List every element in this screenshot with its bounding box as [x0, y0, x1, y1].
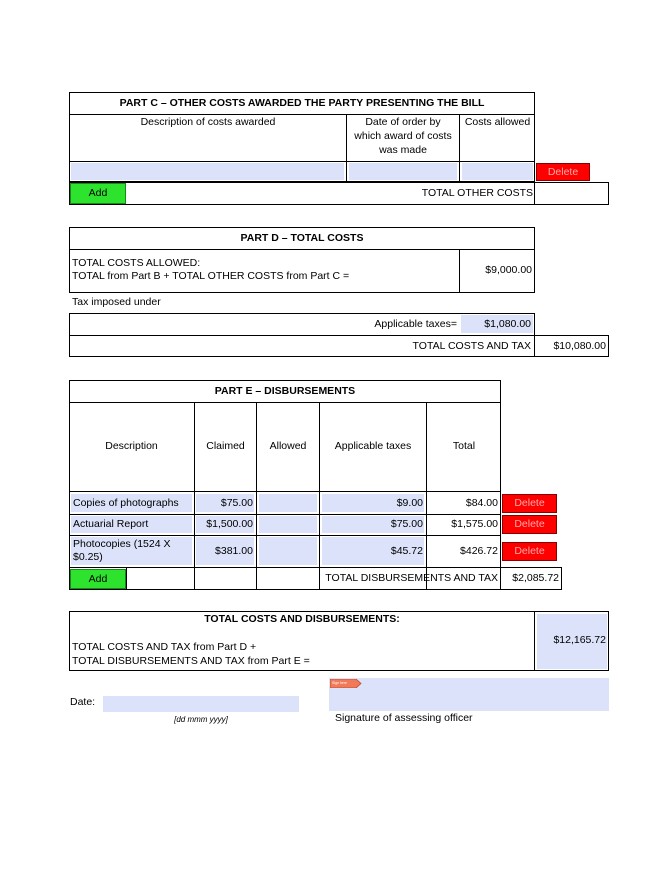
part-e-total-value: $2,085.72 [512, 572, 559, 584]
part-e-header-divider [69, 491, 501, 492]
part-e-title: PART E – DISBURSEMENTS [214, 385, 356, 397]
part-c-row-divider [69, 161, 535, 162]
row3-description-line2: $0.25) [73, 551, 103, 563]
part-e-col-divider-2 [256, 402, 257, 590]
part-c-add-button[interactable]: Add [70, 183, 126, 204]
part-c-col-date-line2: which award of costs [354, 130, 452, 142]
part-e-header-claimed: Claimed [206, 440, 245, 452]
part-e-header-taxes: Applicable taxes [334, 440, 412, 452]
row1-claimed: $75.00 [220, 497, 253, 509]
part-e-header-total: Total [452, 440, 476, 452]
row1-taxes: $9.00 [396, 497, 423, 509]
summary-title: TOTAL COSTS AND DISBURSEMENTS: [204, 613, 400, 625]
part-e-row-divider-2 [69, 535, 501, 536]
part-d-title-divider [69, 249, 535, 250]
sign-here-tag[interactable] [330, 679, 362, 688]
row2-claimed: $1,500.00 [206, 518, 253, 530]
row2-allowed-field[interactable] [259, 516, 317, 533]
row1-delete-button[interactable]: Delete [502, 494, 557, 513]
date-field[interactable] [103, 696, 299, 712]
part-e-total-label: TOTAL DISBURSEMENTS AND TAX [325, 572, 498, 584]
summary-line1: TOTAL COSTS AND TAX from Part D + [72, 641, 257, 653]
summary-value: $12,165.72 [553, 634, 606, 646]
row2-delete-button[interactable]: Delete [502, 515, 557, 534]
part-c-costs-allowed-field[interactable] [462, 163, 533, 180]
row3-allowed-field[interactable] [259, 537, 317, 565]
part-d-line2: TOTAL from Part B + TOTAL OTHER COSTS from Part C = [72, 270, 350, 282]
part-d-col-divider [459, 249, 460, 293]
sign-here-text: Sign here [332, 681, 347, 685]
total-costs-tax-divider [534, 335, 535, 357]
part-e-add-button[interactable]: Add [70, 569, 126, 589]
part-c-title: PART C – OTHER COSTS AWARDED THE PARTY PRESENTING THE BILL [119, 97, 485, 109]
part-e-col-divider-1 [194, 402, 195, 590]
part-e-header-description: Description [105, 440, 158, 452]
applicable-taxes-value: $1,080.00 [484, 318, 531, 330]
row2-total: $1,575.00 [451, 518, 498, 530]
part-e-row-divider-1 [69, 514, 501, 515]
part-e-row-divider-3 [69, 567, 501, 568]
signature-label: Signature of assessing officer [335, 712, 473, 724]
part-c-delete-button[interactable]: Delete [536, 163, 590, 181]
part-e-header-allowed: Allowed [269, 440, 307, 452]
row3-taxes: $45.72 [390, 545, 423, 557]
row3-delete-button[interactable]: Delete [502, 542, 557, 561]
total-costs-tax-label: TOTAL COSTS AND TAX [412, 340, 531, 352]
row2-taxes: $75.00 [390, 518, 423, 530]
tax-imposed-label: Tax imposed under [72, 296, 161, 308]
part-c-total-label: TOTAL OTHER COSTS [421, 187, 533, 199]
part-d-line1: TOTAL COSTS ALLOWED: [72, 257, 201, 269]
part-c-description-field[interactable] [71, 163, 344, 180]
part-e-col-divider-3 [319, 402, 320, 590]
part-d-total-costs-value: $9,000.00 [485, 264, 532, 276]
date-format-hint: [dd mmm yyyy] [174, 715, 228, 724]
row1-allowed-field[interactable] [259, 494, 317, 512]
row1-description: Copies of photographs [73, 497, 179, 509]
part-c-col-date-line1: Date of order by [365, 116, 441, 128]
part-c-col-allowed: Costs allowed [464, 116, 531, 128]
row3-description-line1: Photocopies (1524 X [73, 538, 171, 550]
row2-description: Actuarial Report [73, 518, 149, 530]
part-e-col-divider-4 [426, 402, 427, 590]
part-e-add-divider [126, 567, 127, 590]
total-costs-tax-value: $10,080.00 [553, 340, 606, 352]
date-label: Date: [70, 696, 96, 708]
row3-claimed: $381.00 [215, 545, 253, 557]
part-c-col-date-line3: was made [379, 144, 427, 156]
row1-total: $84.00 [465, 497, 498, 509]
applicable-taxes-label: Applicable taxes= [374, 318, 457, 330]
part-c-total-divider [534, 182, 535, 205]
part-d-title: PART D – TOTAL COSTS [240, 232, 364, 244]
part-c-col-description: Description of costs awarded [140, 116, 276, 128]
row3-total: $426.72 [460, 545, 498, 557]
summary-line2: TOTAL DISBURSEMENTS AND TAX from Part E = [72, 655, 310, 667]
part-c-date-field[interactable] [349, 163, 457, 180]
signature-field[interactable] [329, 678, 609, 711]
